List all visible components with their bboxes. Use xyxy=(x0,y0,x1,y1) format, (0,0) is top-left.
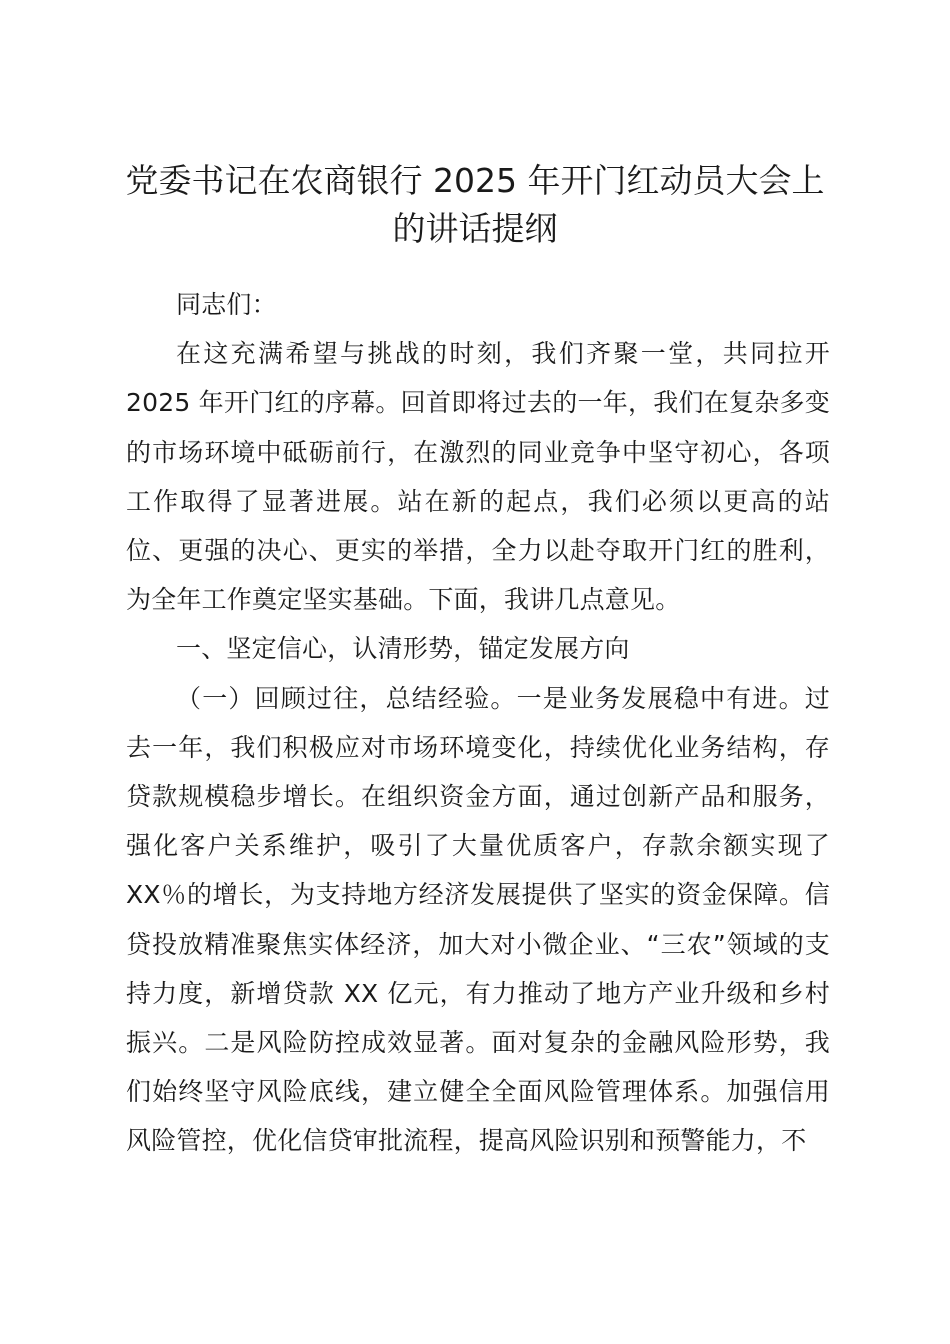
salutation-paragraph: 同志们： xyxy=(176,290,277,319)
intro-paragraph: 在这充满希望与挑战的时刻，我们齐聚一堂，共同拉开 2025 年开门红的序幕。回首即将过去的一年，我们在复杂多变的市场环境中砥砺前行，在激烈的同业竞争中坚守初心，各项工作取得了显著进展。站在新的起点，我们必须以更高的站位、更强的决心、更实的举措，全力以赴夺取开门红的胜利，为全年工作奠定坚实基础。下面，我讲几点意见。 xyxy=(126,339,830,615)
document-body xyxy=(126,280,830,1166)
section-heading-1: 一、坚定信心，认清形势，锚定发展方向 xyxy=(176,634,630,664)
subsection-paragraph-1: （一）回顾过往，总结经验。一是业务发展稳中有进。过去一年，我们积极应对市场环境变化，持续优化业务结构，存贷款规模稳步增长。在组织资金方面，通过创新产品和服务，强化客户关系维护，吸引了大量优质客户，存款余额实现了 XX％的增长，为支持地方经济发展提供了坚实的资金保障。信贷投放精准聚焦实体经济，加大对小微企业、“三农”领域的支持力度，新增贷款 XX 亿元，有力推动了地方产业升级和乡村振兴。二是风险防控成效显著。面对复杂的金融风险形势，我们始终坚守风险底线，建立健全全面风险管理体系。加强信用风险管控，优化信贷审批流程，提高风险识别和预警能力，不 xyxy=(126,683,830,1156)
document-title: 党委书记在农商银行 2025 年开门红动员大会上的讲话提纲 xyxy=(125,161,825,248)
